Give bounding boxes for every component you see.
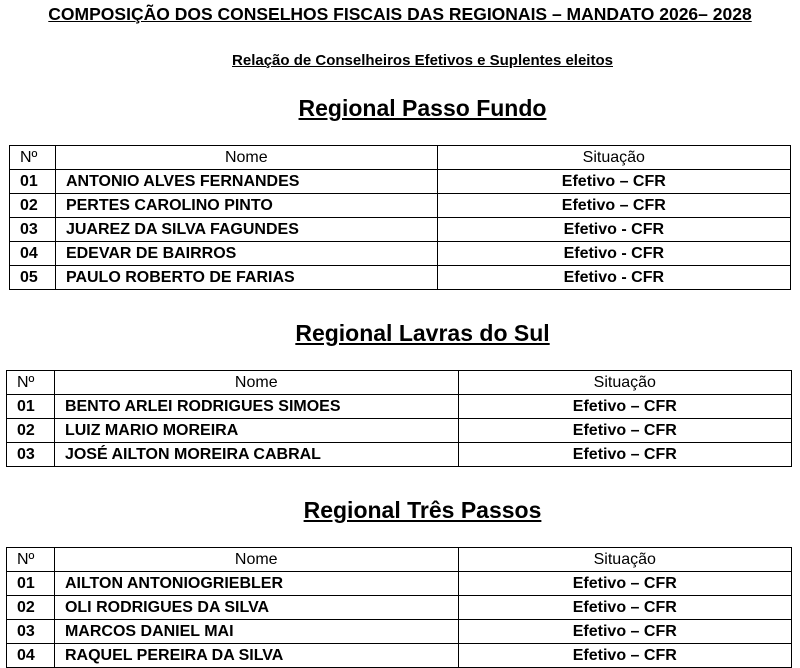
table-header-row [7, 371, 792, 395]
col-header-status: Situação [437, 146, 790, 170]
row-name: OLI RODRIGUES DA SILVA [54, 596, 458, 620]
section-title-tres-passos: Regional Três Passos [303, 497, 542, 523]
table-row [7, 644, 792, 668]
table-row [7, 395, 792, 419]
table-row [10, 194, 791, 218]
row-name: LUIZ MARIO MOREIRA [54, 419, 458, 443]
section-title-lavras-do-sul: Regional Lavras do Sul [295, 320, 550, 346]
row-number: 04 [10, 242, 56, 266]
table-row [10, 266, 791, 290]
row-name: RAQUEL PEREIRA DA SILVA [54, 644, 458, 668]
row-number: 03 [7, 443, 55, 467]
row-number: 02 [7, 596, 55, 620]
document-title: COMPOSIÇÃO DOS CONSELHOS FISCAIS DAS REGIONAIS – MANDATO 2026– 2028 [48, 4, 752, 24]
row-status: Efetivo – CFR [437, 194, 790, 218]
table-tres-passos [6, 547, 792, 668]
row-status: Efetivo - CFR [437, 242, 790, 266]
col-header-number: Nº [7, 371, 55, 395]
col-header-number: Nº [10, 146, 56, 170]
section-title-passo-fundo: Regional Passo Fundo [298, 95, 547, 121]
table-header-row [7, 548, 792, 572]
row-status: Efetivo – CFR [458, 443, 791, 467]
table-row [7, 572, 792, 596]
row-name: PAULO ROBERTO DE FARIAS [55, 266, 437, 290]
col-header-name: Nome [54, 548, 458, 572]
table-row [10, 170, 791, 194]
row-status: Efetivo – CFR [437, 170, 790, 194]
col-header-status: Situação [458, 548, 791, 572]
table-row [7, 620, 792, 644]
row-name: JUAREZ DA SILVA FAGUNDES [55, 218, 437, 242]
row-number: 04 [7, 644, 55, 668]
row-number: 01 [10, 170, 56, 194]
table-passo-fundo [9, 145, 791, 290]
row-status: Efetivo - CFR [437, 266, 790, 290]
row-status: Efetivo – CFR [458, 644, 791, 668]
row-status: Efetivo – CFR [458, 395, 791, 419]
table-header-row [10, 146, 791, 170]
table-lavras-do-sul [6, 370, 792, 467]
table-row [10, 218, 791, 242]
row-name: ANTONIO ALVES FERNANDES [55, 170, 437, 194]
row-name: BENTO ARLEI RODRIGUES SIMOES [54, 395, 458, 419]
row-number: 02 [7, 419, 55, 443]
col-header-name: Nome [54, 371, 458, 395]
row-status: Efetivo – CFR [458, 572, 791, 596]
row-status: Efetivo – CFR [458, 620, 791, 644]
row-number: 03 [10, 218, 56, 242]
table-row [7, 419, 792, 443]
col-header-number: Nº [7, 548, 55, 572]
row-status: Efetivo - CFR [437, 218, 790, 242]
col-header-name: Nome [55, 146, 437, 170]
row-name: AILTON ANTONIOGRIEBLER [54, 572, 458, 596]
row-number: 01 [7, 395, 55, 419]
row-status: Efetivo – CFR [458, 596, 791, 620]
row-number: 05 [10, 266, 56, 290]
table-row [10, 242, 791, 266]
col-header-status: Situação [458, 371, 791, 395]
row-number: 03 [7, 620, 55, 644]
document-subtitle: Relação de Conselheiros Efetivos e Suplentes eleitos [232, 52, 613, 69]
row-number: 02 [10, 194, 56, 218]
row-name: EDEVAR DE BAIRROS [55, 242, 437, 266]
row-name: MARCOS DANIEL MAI [54, 620, 458, 644]
table-row [7, 443, 792, 467]
row-name: JOSÉ AILTON MOREIRA CABRAL [54, 443, 458, 467]
row-status: Efetivo – CFR [458, 419, 791, 443]
row-number: 01 [7, 572, 55, 596]
table-row [7, 596, 792, 620]
row-name: PERTES CAROLINO PINTO [55, 194, 437, 218]
